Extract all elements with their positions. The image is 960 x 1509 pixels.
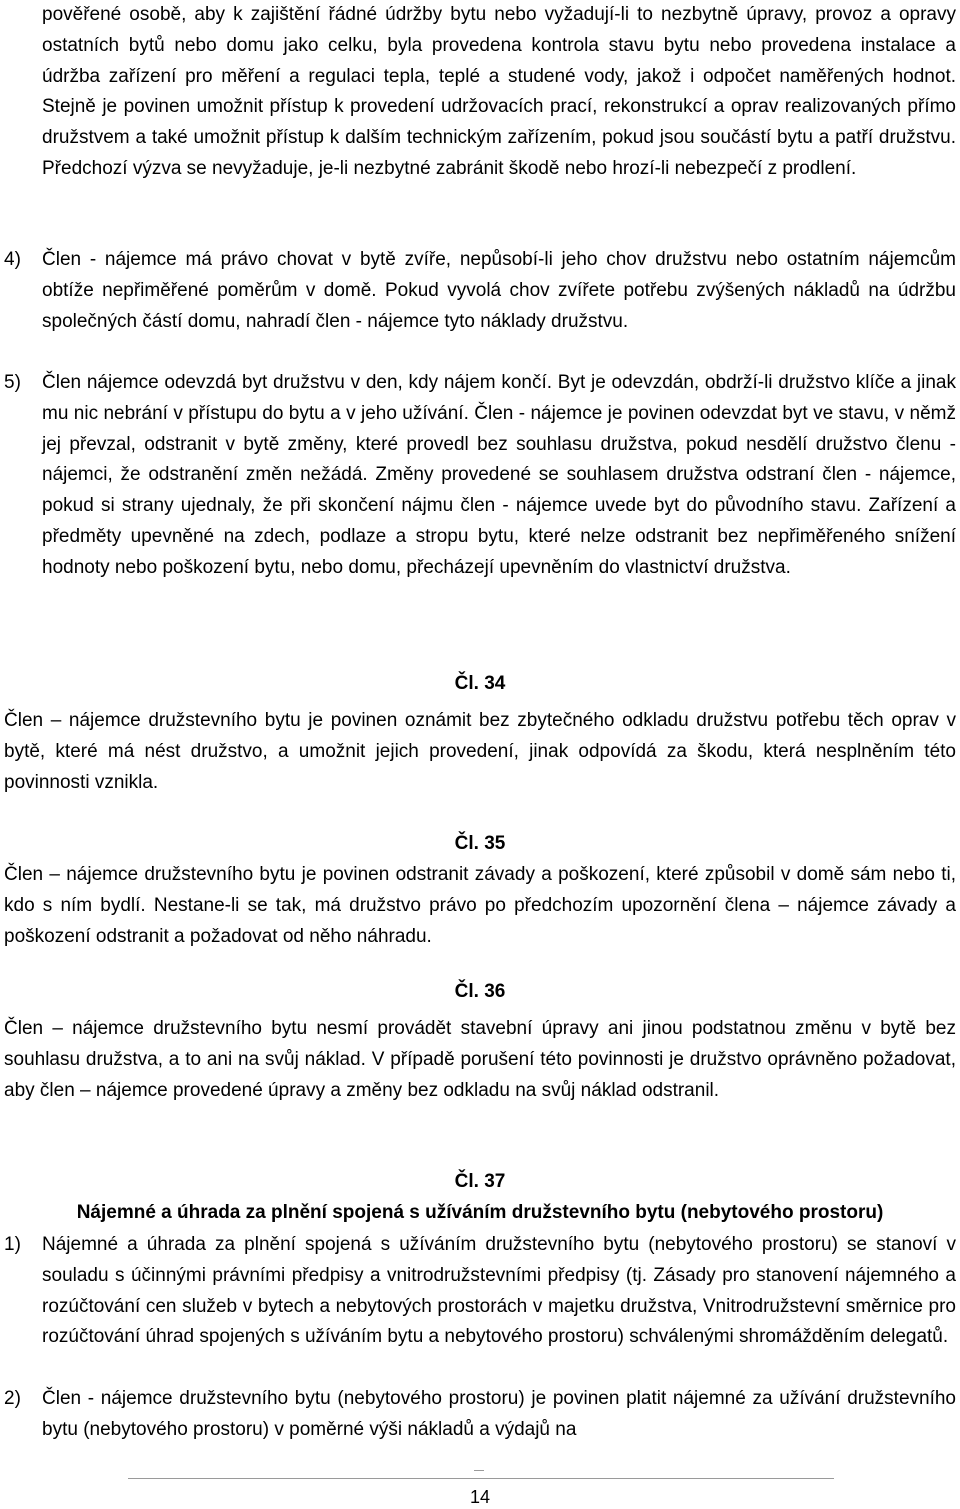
list-item bbox=[4, 245, 956, 337]
footer-mark bbox=[474, 1470, 484, 1471]
article-subheading: Nájemné a úhrada za plnění spojená s užíváním družstevního bytu (nebytového prostoru) bbox=[76, 1202, 884, 1223]
article-paragraph: Člen – nájemce družstevního bytu je povinen odstranit závady a poškození, které způsobil v domě sám nebo ti, kdo s ním bydlí. Nestane-li se tak, má družstvo právo po předchozím upozornění člena – nájemce závady a poškození odstranit a požadovat od něho náhradu. bbox=[4, 864, 956, 947]
article-paragraph: Člen – nájemce družstevního bytu nesmí provádět stavební úpravy ani jinou podstatnou změnu v bytě bez souhlasu družstva, a to ani na svůj náklad. V případě porušení této povinnosti je družstvo oprávněno požadovat, aby člen – nájemce provedené úpravy a změny bez odkladu na svůj náklad odstranil. bbox=[4, 1018, 956, 1101]
list-item bbox=[4, 1230, 956, 1384]
article-heading: Čl. 35 bbox=[454, 833, 506, 854]
page-number: 14 bbox=[469, 1487, 491, 1507]
article-paragraph: Člen – nájemce družstevního bytu je povinen oznámit bez zbytečného odkladu družstvu potřebu těch oprav v bytě, které má nést družstvo, a umožnit jejich provedení, jinak odpovídá za škodu, která nesplněním této povinnosti vznikla. bbox=[4, 710, 956, 793]
article-heading: Čl. 37 bbox=[454, 1171, 506, 1192]
intro-paragraph: pověřené osobě, aby k zajištění řádné údržby bytu nebo vyžadují-li to nezbytně úpravy, provoz a opravy ostatních bytů nebo domu jako celku, byla provedena kontrola stavu bytu nebo provedena instalace a údržba zařízení pro měření a regulaci tepla, teplé a studené vody, jakož i odpočet naměřených hodnot. Stejně je povinen umožnit přístup k provedení udržovacích prací, rekonstrukcí a oprav realizovaných přímo družstvem a také umožnit přístup k dalším technickým zařízením, pokud jsou součástí bytu a patří družstvu. Předchozí výzva se nevyžaduje, je-li nezbytné zabránit škodě nebo hrozí-li nebezpečí z prodlení. bbox=[42, 4, 956, 179]
list-item-number: 1) bbox=[4, 1234, 21, 1255]
list-item-text: Člen - nájemce má právo chovat v bytě zvíře, nepůsobí-li jeho chov družstvu nebo ostatním nájemcům obtíže nepřiměřené poměrům v domě. Pokud vyvolá chov zvířete potřebu zvýšených nákladů na údržbu společných částí domu, nahradí člen - nájemce tyto náklady družstvu. bbox=[42, 249, 956, 332]
list-item-text: Nájemné a úhrada za plnění spojená s užíváním družstevního bytu (nebytového prostoru) se stanoví v souladu s účinnými právními předpisy a vnitrodružstevními předpisy (tj. Zásady pro stanovení nájemného a rozúčtování cen služeb v bytech a nebytových prostorách v majetku družstva, Vnitrodružstevní směrnice pro rozúčtování úhrad spojených s užíváním bytu a nebytového prostoru) schválenými shromážděním delegatů. bbox=[42, 1234, 956, 1348]
article-heading: Čl. 36 bbox=[454, 981, 506, 1002]
list-item bbox=[4, 1384, 956, 1446]
list-item-text: Člen nájemce odevzdá byt družstvu v den, kdy nájem končí. Byt je odevzdán, obdrží-li družstvo klíče a jinak mu nic nebrání v přístupu do bytu a v jeho užívání. Člen - nájemce je povinen odevzdat byt ve stavu, v němž jej převzal, odstranit v bytě změny, které provedl bez souhlasu družstva, pokud nesdělí družstvo členu - nájemci, že odstranění změn nežádá. Změny provedené se souhlasem družstva odstraní člen - nájemce, pokud si strany ujednaly, že při skončení nájmu člen - nájemce uvede byt do původního stavu. Zařízení a předměty upevněné na zdech, podlaze a stropu bytu, které nelze odstranit bez nepřiměřeného snížení hodnoty nebo poškození bytu, nebo domu, přecházejí upevněním do vlastnictví družstva. bbox=[42, 372, 956, 578]
list-item bbox=[4, 368, 956, 644]
article-heading: Čl. 34 bbox=[454, 673, 506, 694]
list-item-text: Člen - nájemce družstevního bytu (nebytového prostoru) je povinen platit nájemné za užívání družstevního bytu (nebytového prostoru) v poměrné výši nákladů a výdajů na bbox=[42, 1388, 956, 1440]
list-item-number: 2) bbox=[4, 1388, 21, 1409]
list-item-number: 4) bbox=[4, 249, 21, 270]
footer-divider bbox=[128, 1478, 834, 1479]
list-item-number: 5) bbox=[4, 372, 21, 393]
